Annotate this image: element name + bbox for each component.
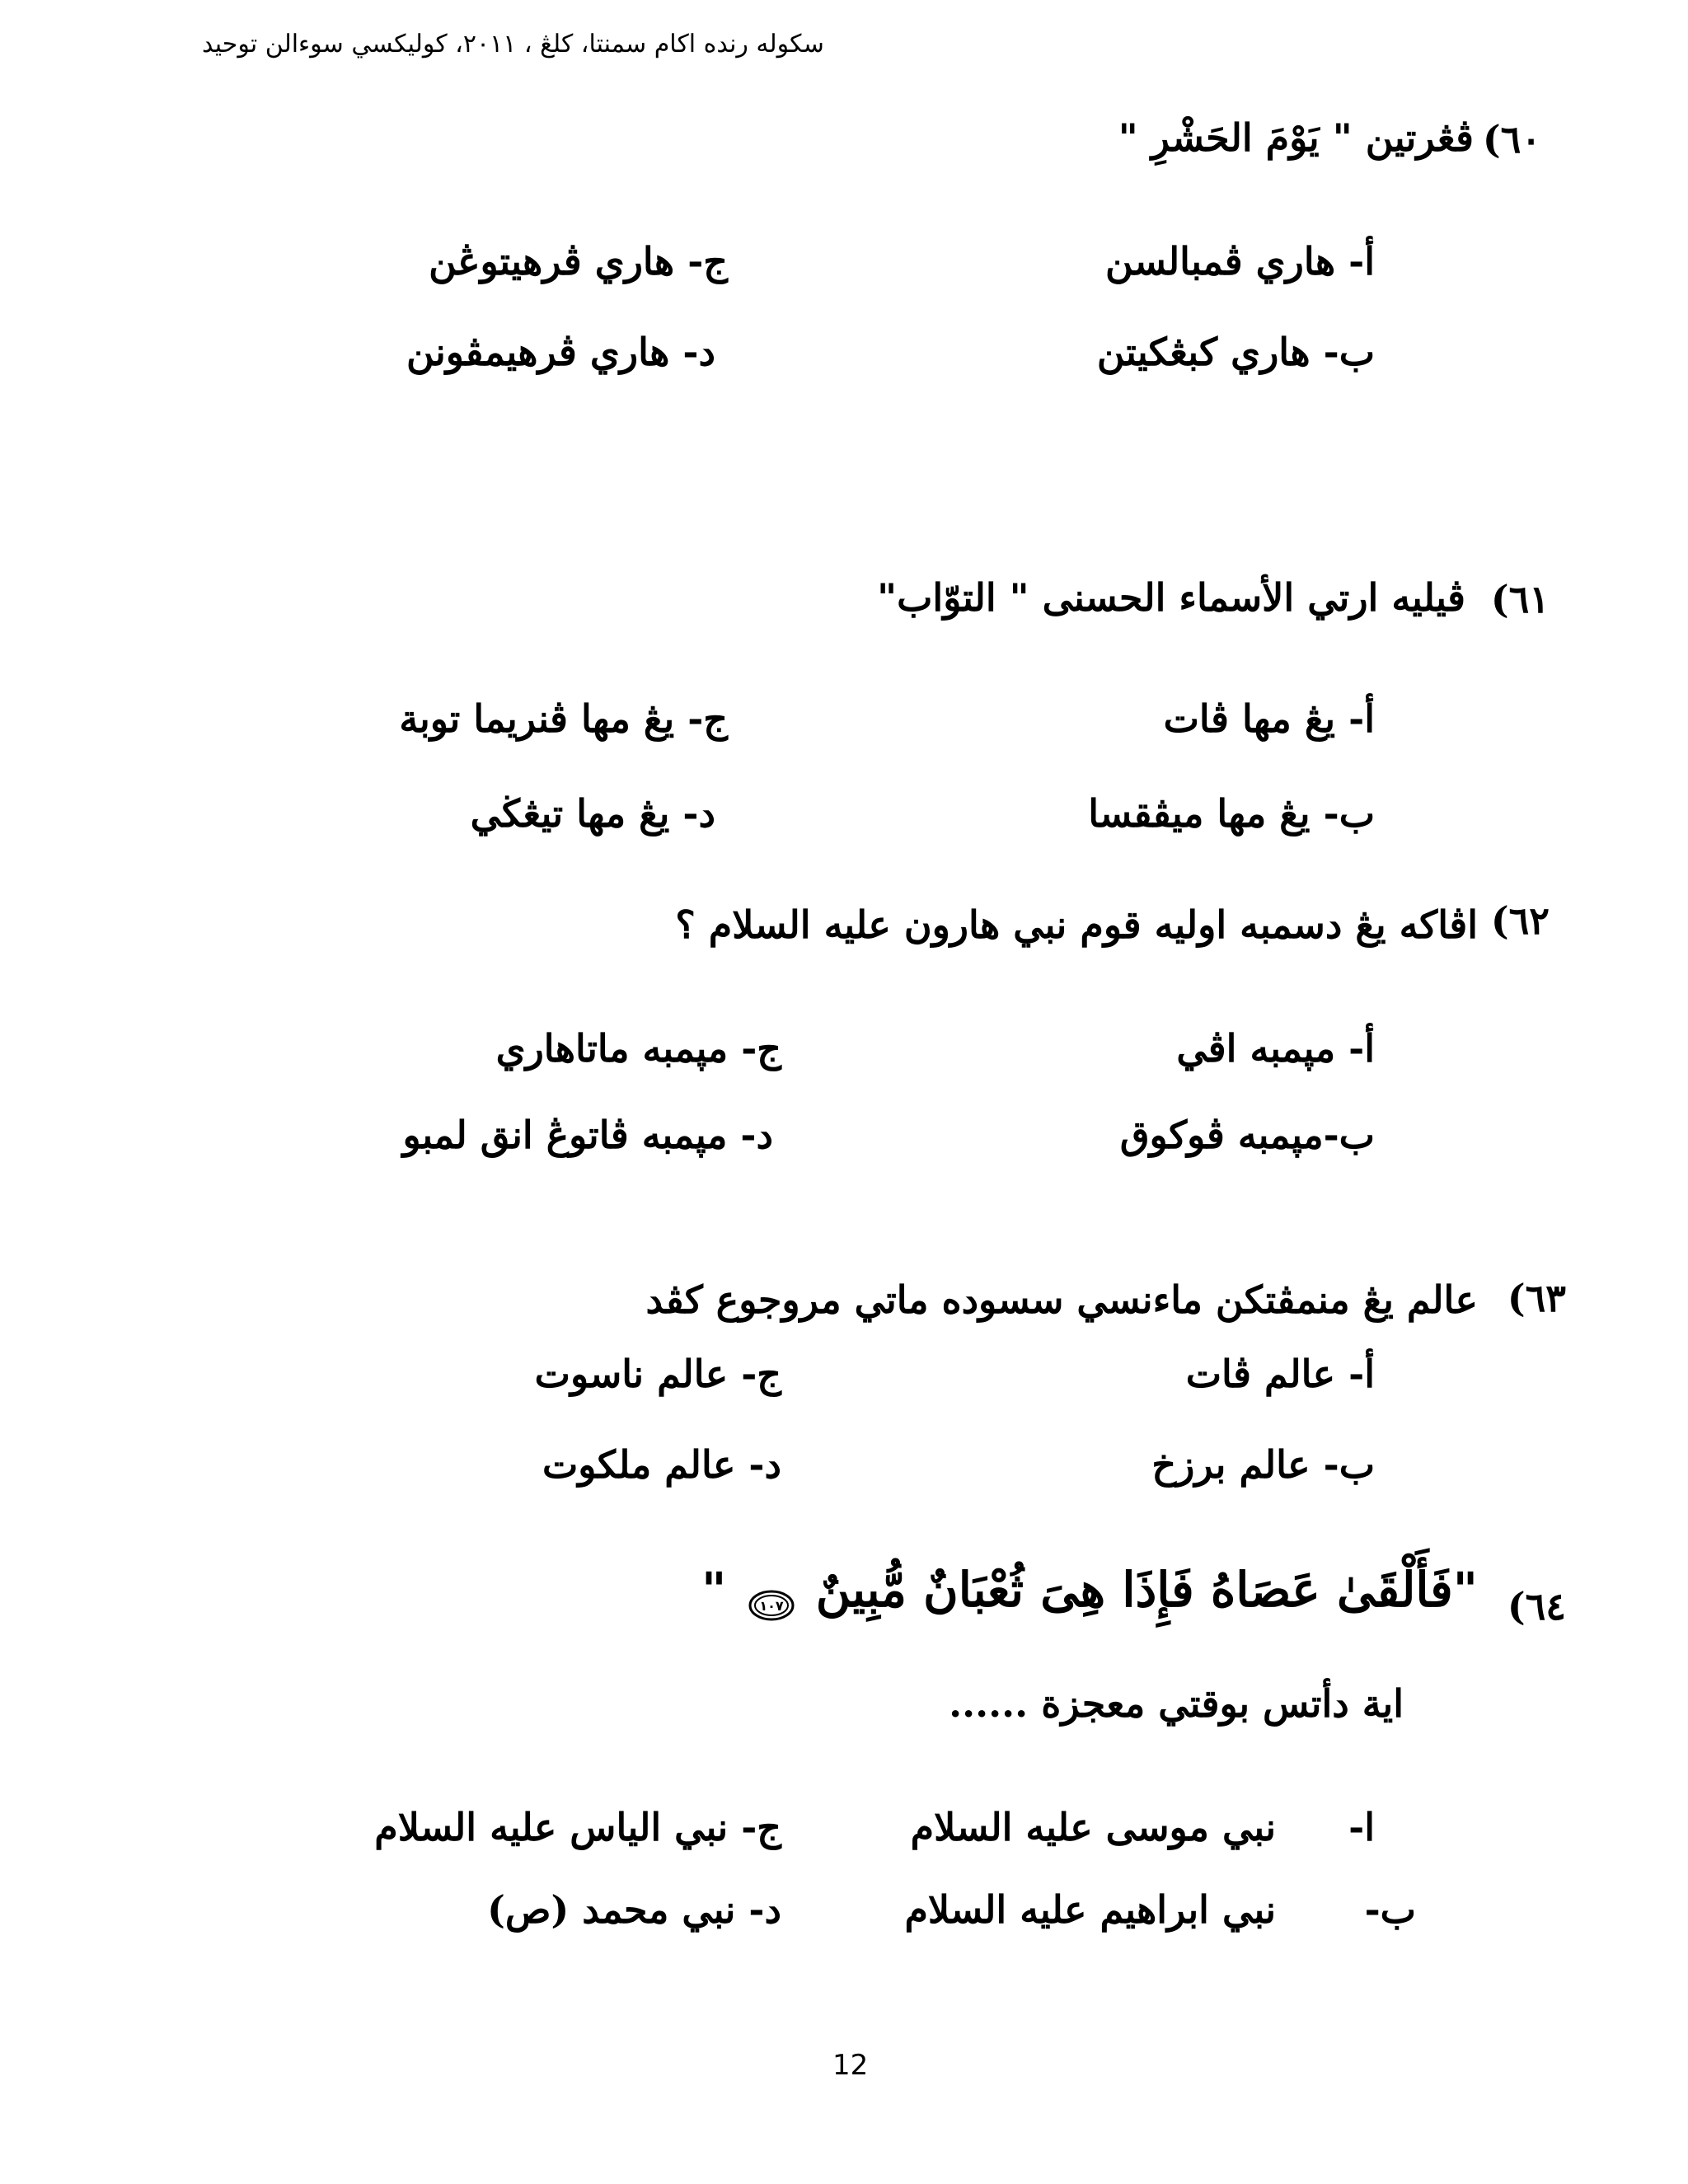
question-63-option-b: ب- عالم برزخ xyxy=(1151,1442,1375,1487)
page-header: سكوله رنده اكام سمنتا، كلڠ ، ٢٠١١، كوليكسي سوءالن توحيد xyxy=(202,30,824,59)
quran-verse-close-quote: " xyxy=(701,1562,727,1618)
question-64-number: ٦٤) xyxy=(1507,1584,1566,1629)
question-62-option-c: ج- مپمبه ماتاهاري xyxy=(495,1026,781,1071)
question-63-option-d: د- عالم ملكوت xyxy=(542,1442,781,1487)
question-62-option-d: د- مپمبه ڤاتوڠ انق لمبو xyxy=(402,1113,773,1157)
question-64-option-d: د- نبي محمد (ص) xyxy=(487,1887,781,1932)
question-60-option-b: ب- هاري كبڠكيتن xyxy=(1096,330,1375,374)
question-60-option-a: أ- هاري ڤمبالسن xyxy=(1105,239,1375,284)
question-60-option-c: ج- هاري ڤرهيتوڠن xyxy=(429,239,728,284)
question-62-number: ٦٢) xyxy=(1490,898,1550,943)
ayah-number: ١٠٧ xyxy=(758,1598,784,1614)
question-60-number: ٦٠) xyxy=(1482,117,1541,162)
question-63-prompt: عالم يڠ منمڤتكن ماءنسي سسوده ماتي مروجوع كڤد xyxy=(645,1277,1478,1322)
question-64-option-b-text: نبي ابراهيم عليه السلام xyxy=(904,1887,1276,1932)
question-61-option-c: ج- يڠ مها ڤنريما توبة xyxy=(399,696,728,741)
question-60-prompt: ڤڠرتين " يَوْمَ الحَشْرِ " xyxy=(1118,115,1474,160)
question-64-verse xyxy=(701,1562,1478,1618)
question-64-option-b-letter: ب- xyxy=(1364,1887,1416,1932)
question-63-number: ٦٣) xyxy=(1507,1276,1566,1320)
question-61-option-a: أ- يڠ مها ڤات xyxy=(1163,696,1375,741)
question-63-option-c: ج- عالم ناسوت xyxy=(534,1352,781,1396)
question-64-subprompt: اية دأتس بوقتي معجزة ...... xyxy=(949,1681,1404,1726)
question-64-option-a-text: نبي موسى عليه السلام xyxy=(910,1805,1276,1849)
question-64-option-c: ج- نبي الياس عليه السلام xyxy=(374,1805,781,1849)
question-61-prompt: ڤيليه ارتي الأسماء الحسنى " التوّاب" xyxy=(877,575,1465,620)
question-62-option-a: أ- مپمبه اڤي xyxy=(1176,1026,1375,1071)
ayah-number-ornament xyxy=(748,1577,795,1614)
question-62-option-b: ب-مپمبه ڤوكوق xyxy=(1119,1113,1375,1157)
quran-verse-text: "فَأَلْقَىٰ عَصَاهُ فَإِذَا هِىَ ثُعْبَانٌ مُّبِينٌ xyxy=(815,1562,1478,1618)
question-62-prompt: اڤاكه يڠ دسمبه اوليه قوم نبي هارون عليه السلام ؟ xyxy=(675,902,1478,947)
question-63-option-a: أ- عالم ڤات xyxy=(1185,1352,1375,1396)
question-64-option-a-letter: ا- xyxy=(1348,1805,1375,1849)
page-number: 12 xyxy=(832,2049,869,2082)
question-61-number: ٦١) xyxy=(1490,577,1550,621)
question-61-option-b: ب- يڠ مها ميڤقسا xyxy=(1088,791,1375,836)
question-61-option-d: د- يڠ مها تيڠڬي xyxy=(470,791,715,836)
question-60-option-d: د- هاري ڤرهيمڤونن xyxy=(406,330,715,374)
